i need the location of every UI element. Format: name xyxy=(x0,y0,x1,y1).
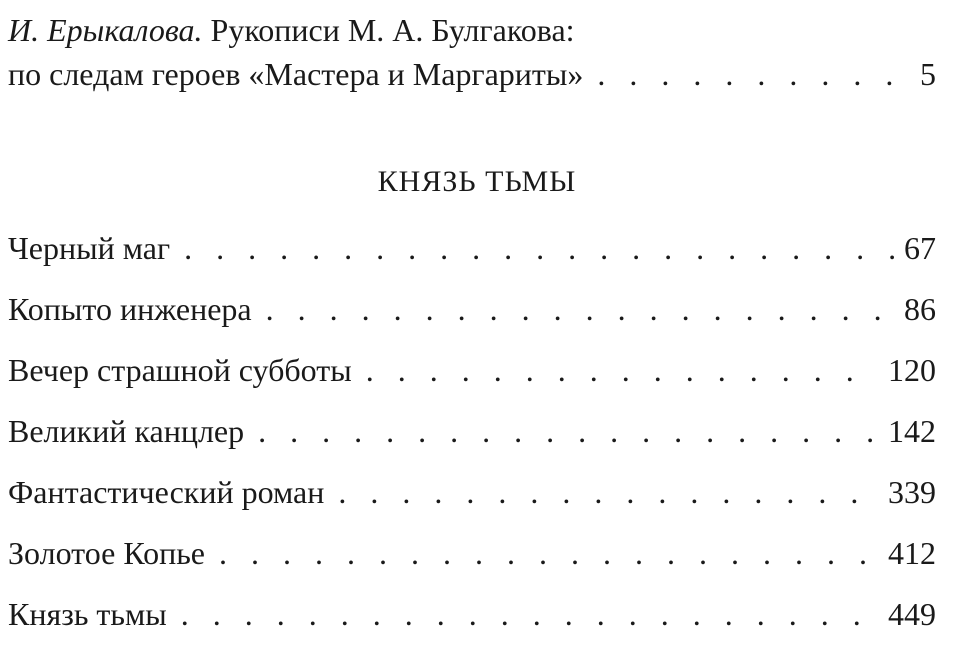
toc-entries xyxy=(8,218,936,645)
dot-leader xyxy=(266,279,894,340)
toc-entry-page: 120 xyxy=(888,352,936,388)
intro-entry xyxy=(8,8,936,96)
intro-author: И. Ерыкалова. xyxy=(8,12,203,48)
toc-entry-title: Великий канцлер xyxy=(8,413,245,449)
intro-line-1 xyxy=(8,8,936,52)
toc-entry xyxy=(8,218,936,279)
toc-entry xyxy=(8,462,936,523)
dot-leader xyxy=(338,462,878,523)
toc-entry-title: Черный маг xyxy=(8,230,171,266)
dot-leader xyxy=(181,584,878,645)
toc-entry xyxy=(8,523,936,584)
toc-entry-page: 449 xyxy=(888,596,936,632)
intro-page-number: 5 xyxy=(920,56,936,92)
toc-entry-page: 86 xyxy=(904,291,936,327)
toc-entry-page: 67 xyxy=(904,230,936,266)
intro-line-2 xyxy=(8,52,936,96)
toc-entry-title: Фантастический роман xyxy=(8,474,325,510)
toc-entry-page: 339 xyxy=(888,474,936,510)
dot-leader xyxy=(184,218,894,279)
dot-leader xyxy=(258,401,878,462)
toc-entry-title: Князь тьмы xyxy=(8,596,167,632)
dot-leader xyxy=(219,523,878,584)
section-heading: КНЯЗЬ ТЬМЫ xyxy=(377,165,577,198)
toc-entry xyxy=(8,584,936,645)
toc-entry xyxy=(8,279,936,340)
toc-entry xyxy=(8,340,936,401)
dot-leader xyxy=(366,340,878,401)
toc-entry-title: Копыто инженера xyxy=(8,291,252,327)
toc-entry-page: 142 xyxy=(888,413,936,449)
toc-entry-title: Вечер страшной субботы xyxy=(8,352,352,388)
toc-entry-page: 412 xyxy=(888,535,936,571)
toc-entry xyxy=(8,401,936,462)
toc-entry-title: Золотое Копье xyxy=(8,535,205,571)
dot-leader xyxy=(597,52,910,96)
intro-title-line-2: по следам героев «Мастера и Маргариты» xyxy=(8,56,584,92)
intro-title-line-1: Рукописи М. А. Булгакова: xyxy=(210,12,575,48)
